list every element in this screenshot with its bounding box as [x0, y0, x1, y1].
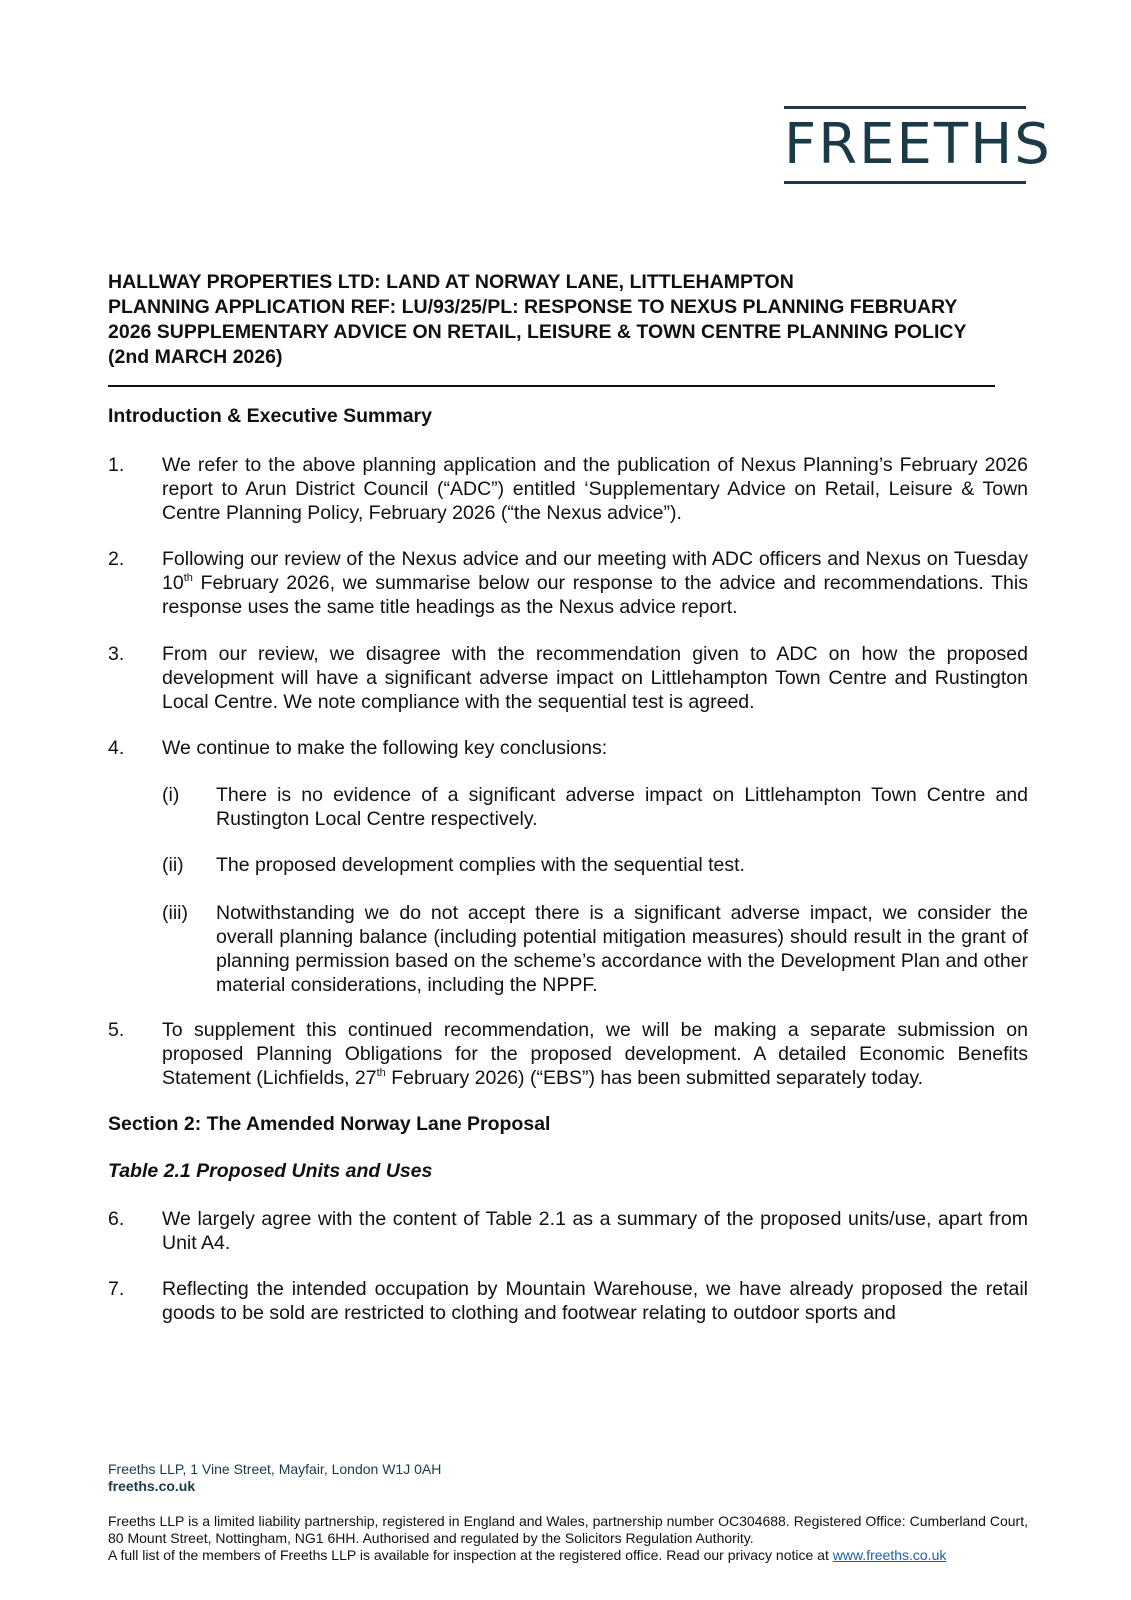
sub-item-text: The proposed development complies with the sequential test.	[216, 854, 745, 876]
paragraph-text: Following our review of the Nexus advice and our meeting with ADC officers and Nexus on Tuesday 10th February 2026, we summarise below our response to the advice and recommendations. This response uses the same title headings as the Nexus advice report.	[162, 548, 1028, 618]
paragraph-number: 1.	[108, 454, 125, 476]
sub-item-i	[162, 783, 1028, 831]
footer-privacy-line: A full list of the members of Freeths LLP is available for inspection at the registered office. Read our privacy notice at www.freeths.co.uk	[108, 1547, 947, 1563]
title-line-2: PLANNING APPLICATION REF: LU/93/25/PL: RESPONSE TO NEXUS PLANNING FEBRUARY	[108, 296, 958, 318]
sub-item-text: There is no evidence of a significant adverse impact on Littlehampton Town Centre and Rustington Local Centre respectively.	[216, 784, 1028, 830]
intro-heading: Introduction & Executive Summary	[108, 405, 432, 427]
paragraph-5	[108, 1018, 1028, 1090]
paragraph-3	[108, 642, 1028, 714]
sub-item-number: (iii)	[162, 902, 188, 924]
title-line-1: HALLWAY PROPERTIES LTD: LAND AT NORWAY LANE, LITTLEHAMPTON	[108, 271, 794, 293]
paragraph-number: 4.	[108, 737, 125, 759]
paragraph-text: We continue to make the following key conclusions:	[162, 737, 608, 759]
paragraph-number: 7.	[108, 1278, 125, 1300]
sub-item-number: (ii)	[162, 854, 184, 876]
paragraph-2	[108, 547, 1028, 619]
section-2-heading: Section 2: The Amended Norway Lane Proposal	[108, 1113, 551, 1135]
footer-legal-text: Freeths LLP is a limited liability partnership, registered in England and Wales, partnership number OC304688. Registered Office: Cumberland Court, 80 Mount Street, Nottingham, NG1 6HH. Authorised and regulated by the Solicitors Regulation Authority.	[108, 1513, 1028, 1546]
paragraph-text: From our review, we disagree with the recommendation given to ADC on how the proposed development will have a significant adverse impact on Littlehampton Town Centre and Rustington Local Centre. We note compliance with the sequential test is agreed.	[162, 643, 1028, 713]
footer-legal-block	[108, 1513, 1028, 1564]
paragraph-number: 3.	[108, 643, 125, 665]
paragraph-4	[108, 736, 1028, 760]
sub-item-number: (i)	[162, 784, 180, 806]
footer-address-block	[108, 1461, 441, 1495]
paragraph-text: We largely agree with the content of Table 2.1 as a summary of the proposed units/use, apart from Unit A4.	[162, 1208, 1028, 1254]
sub-item-iii	[162, 901, 1028, 997]
paragraph-text: We refer to the above planning application and the publication of Nexus Planning’s February 2026 report to Arun District Council (“ADC”) entitled ‘Supplementary Advice on Retail, Leisure & Town Centre Planning Policy, February 2026 (“the Nexus advice”).	[162, 454, 1028, 524]
title-line-3: 2026 SUPPLEMENTARY ADVICE ON RETAIL, LEISURE & TOWN CENTRE PLANNING POLICY	[108, 321, 967, 343]
paragraph-number: 6.	[108, 1208, 125, 1230]
footer-website: freeths.co.uk	[108, 1478, 196, 1494]
paragraph-number: 2.	[108, 548, 125, 570]
table-2-1-heading: Table 2.1 Proposed Units and Uses	[108, 1160, 433, 1182]
title-underline	[108, 385, 995, 387]
paragraph-text: To supplement this continued recommendation, we will be making a separate submission on proposed Planning Obligations for the proposed development. A detailed Economic Benefits Statement (Lichfields, 27th February 2026) (“EBS”) has been submitted separately today.	[162, 1019, 1028, 1089]
freeths-logo	[784, 106, 1052, 184]
paragraph-7	[108, 1277, 1028, 1325]
paragraph-6	[108, 1207, 1028, 1255]
paragraph-number: 5.	[108, 1019, 125, 1041]
paragraph-1	[108, 453, 1028, 525]
privacy-notice-link[interactable]: www.freeths.co.uk	[832, 1547, 947, 1563]
document-title	[108, 270, 1028, 370]
logo-bottom-rule	[784, 181, 1026, 184]
logo-wordmark: FREETHS	[784, 112, 1052, 177]
sub-item-ii	[162, 853, 1028, 877]
footer-address: Freeths LLP, 1 Vine Street, Mayfair, London W1J 0AH	[108, 1461, 442, 1477]
sub-item-text: Notwithstanding we do not accept there is a significant adverse impact, we consider the overall planning balance (including potential mitigation measures) should result in the grant of planning permission based on the scheme’s accordance with the Development Plan and other material considerations, including the NPPF.	[216, 902, 1028, 996]
title-line-4: (2nd MARCH 2026)	[108, 346, 283, 368]
paragraph-text: Reflecting the intended occupation by Mountain Warehouse, we have already proposed the retail goods to be sold are restricted to clothing and footwear relating to outdoor sports and	[162, 1278, 1028, 1324]
